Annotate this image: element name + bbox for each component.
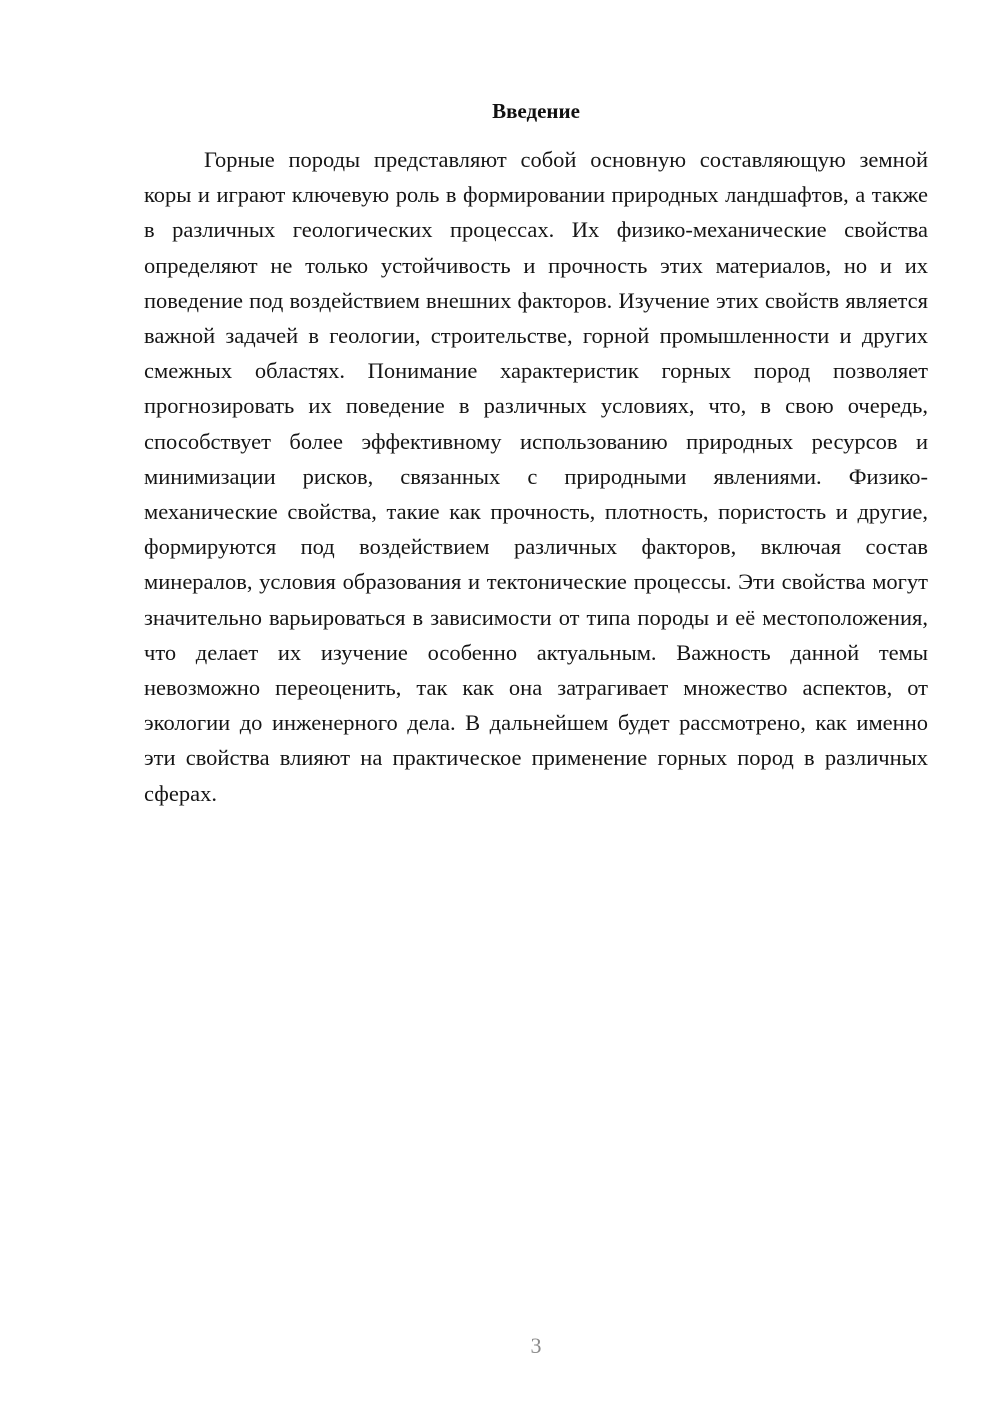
section-heading: Введение <box>492 99 580 123</box>
body-paragraph: Горные породы представляют собой основную составляющую земной коры и играют ключевую роль в формировании природных ландшафтов, а также в различных геологических процессах. Их физико-механические свойства определяют не только устойчивость и прочность этих материалов, но и их поведение под воздействием внешних факторов. Изучение этих свойств является важной задачей в геологии, строительстве, горной промышленности и других смежных областях. Понимание характеристик горных пород позволяет прогнозировать их поведение в различных условиях, что, в свою очередь, способствует более эффективному использованию природных ресурсов и минимизации рисков, связанных с природными явлениями. Физико-механические свойства, такие как прочность, плотность, пористость и другие, формируются под воздействием различных факторов, включая состав минералов, условия образования и тектонические процессы. Эти свойства могут значительно варьироваться в зависимости от типа породы и её местоположения, что делает их изучение особенно актуальным. Важность данной темы невозможно переоценить, так как она затрагивает множество аспектов, от экологии до инженерного дела. В дальнейшем будет рассмотрено, как именно эти свойства влияют на практическое применение горных пород в различных сферах. <box>144 147 928 806</box>
page-number: 3 <box>530 1333 542 1358</box>
